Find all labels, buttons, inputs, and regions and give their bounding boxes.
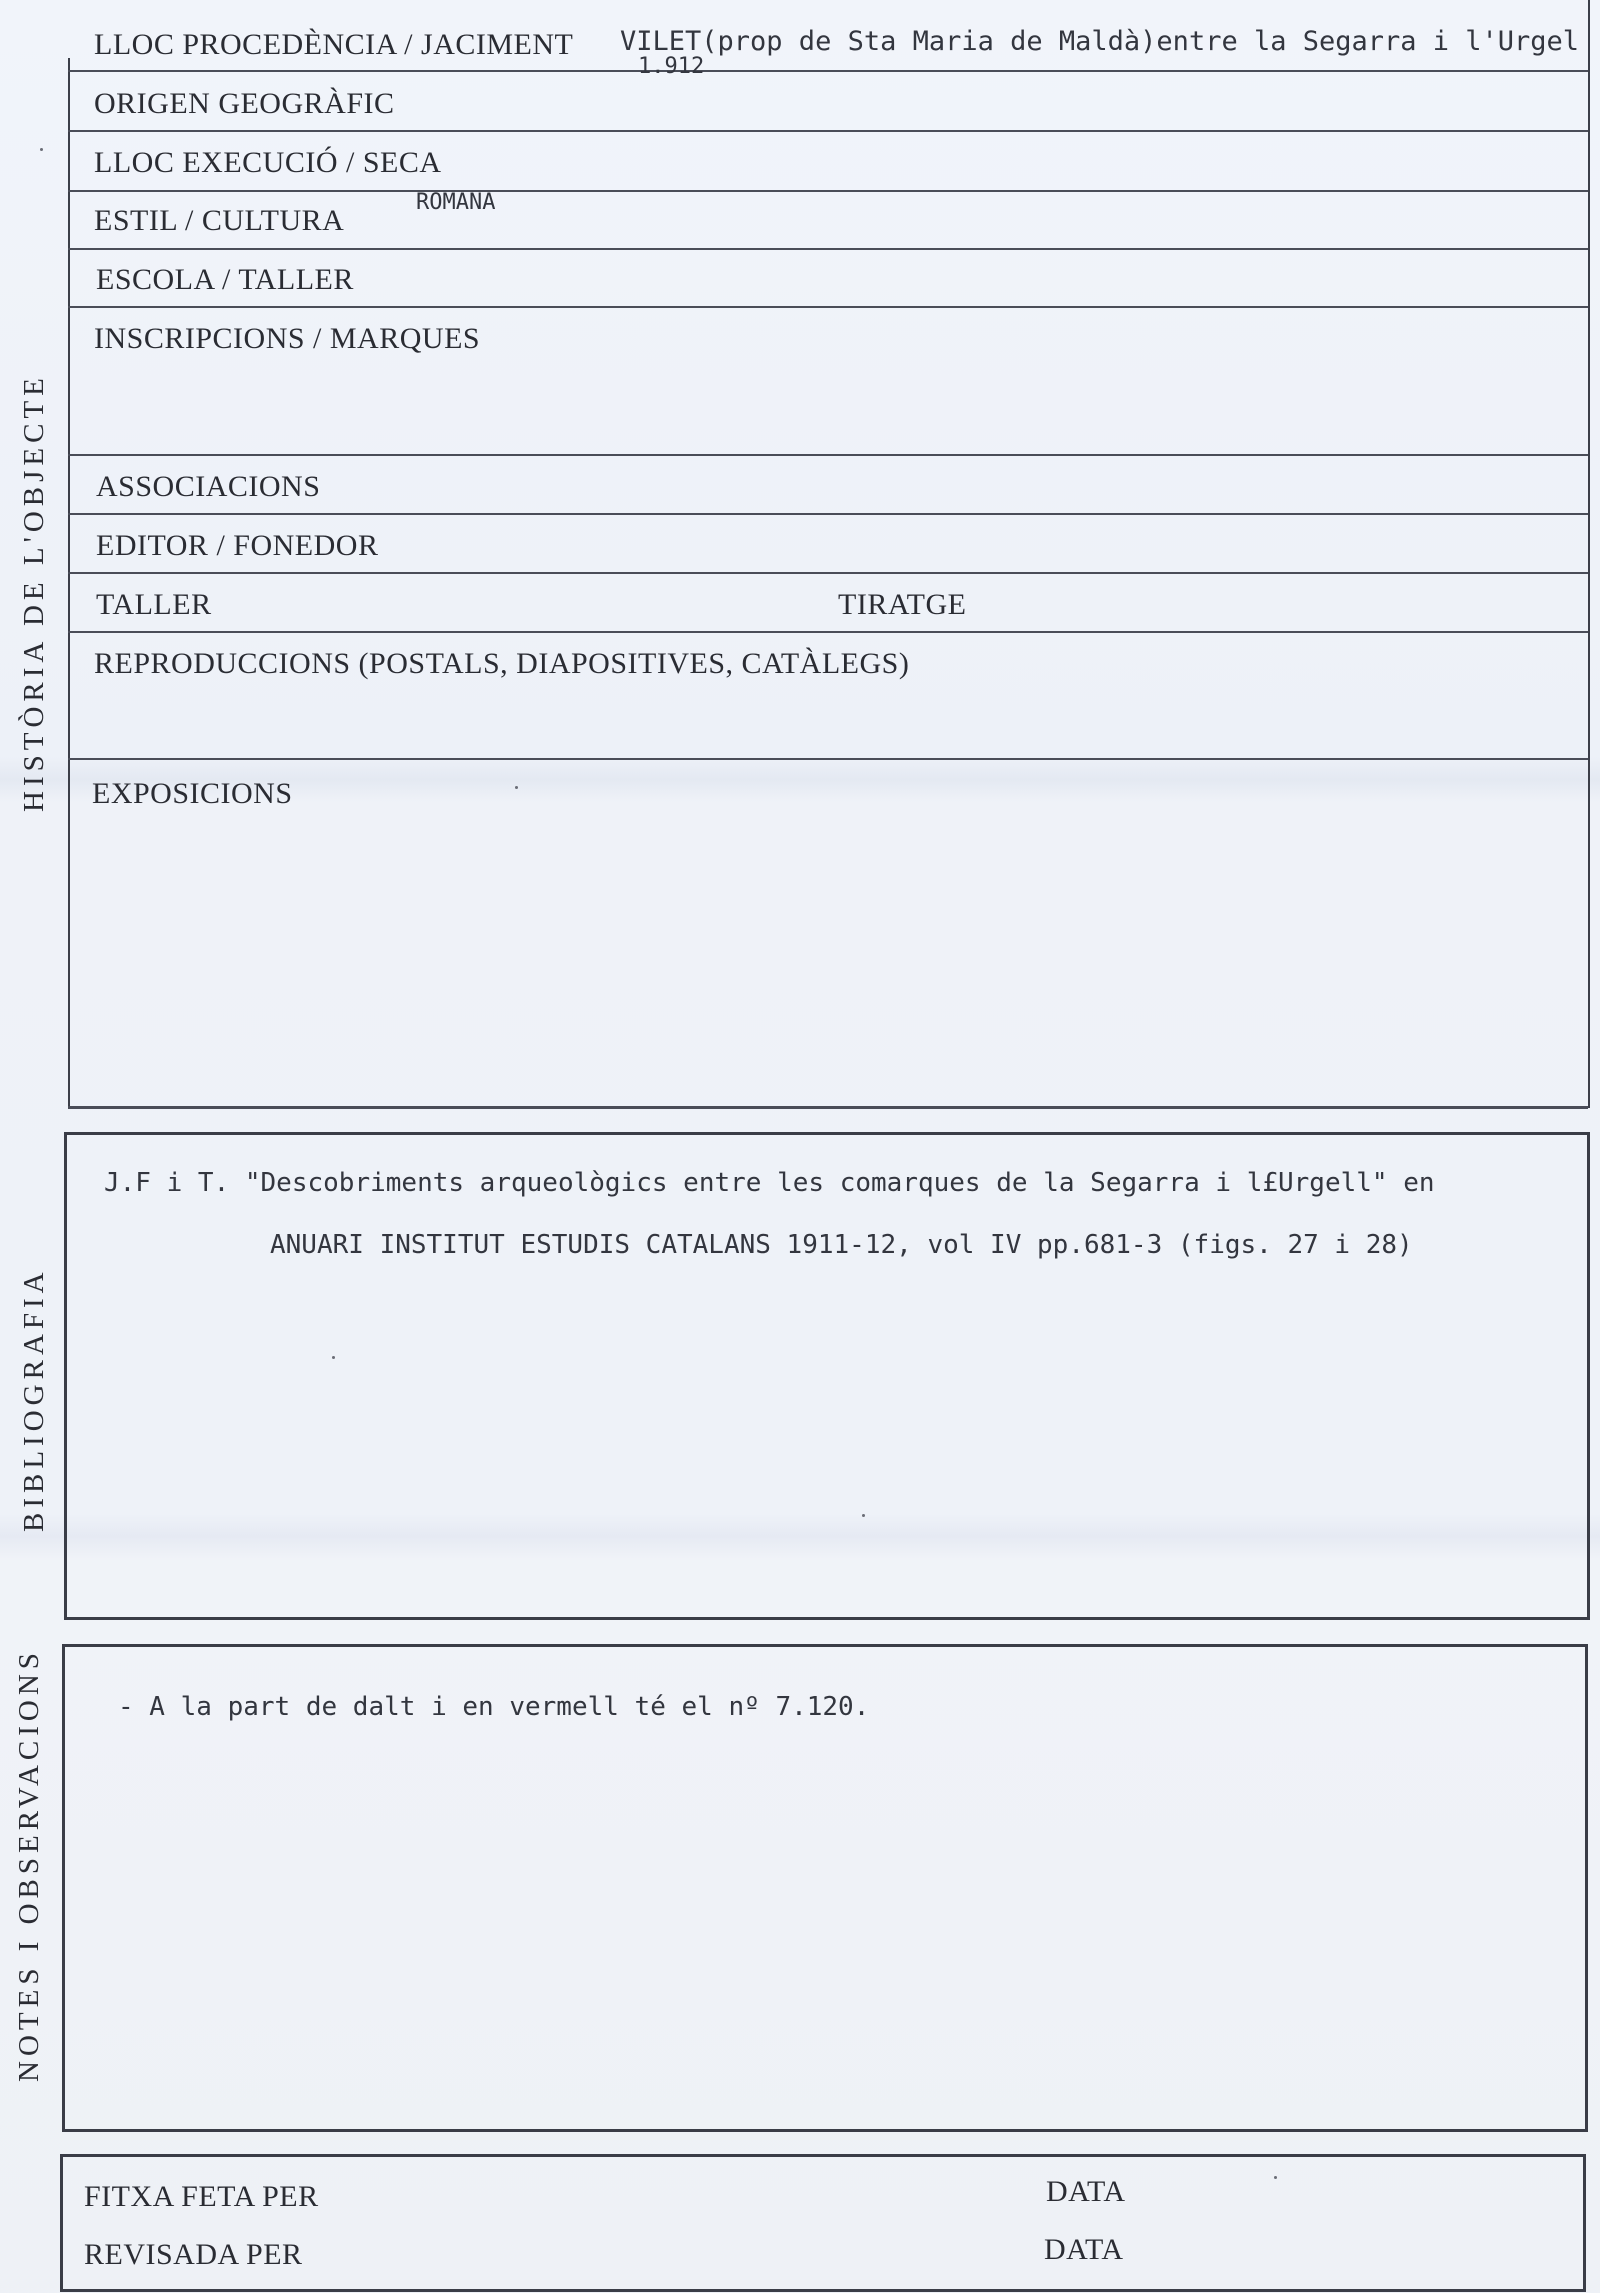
bibliografia-box — [64, 1132, 1590, 1620]
row-divider — [68, 70, 1588, 72]
row-divider — [68, 758, 1588, 760]
field-subvalue-year: 1.912 — [638, 54, 705, 79]
field-label-inscripcions: INSCRIPCIONS / MARQUES — [94, 322, 481, 355]
history-right-border — [1588, 0, 1590, 1108]
field-label-taller: TALLER — [96, 588, 212, 621]
field-label-tiratge: TIRATGE — [838, 588, 967, 621]
field-label-lloc-procedencia: LLOC PROCEDÈNCIA / JACIMENT — [94, 28, 574, 61]
field-label-origen: ORIGEN GEOGRÀFIC — [94, 87, 395, 120]
field-value-estil: ROMANA — [416, 190, 496, 215]
row-divider — [68, 306, 1588, 308]
footer-label-data-2: DATA — [1044, 2233, 1124, 2266]
scan-speck — [40, 148, 43, 151]
history-left-border — [68, 58, 70, 1108]
field-label-escola: ESCOLA / TALLER — [96, 263, 354, 296]
row-divider — [68, 631, 1588, 633]
field-label-exposicions: EXPOSICIONS — [92, 777, 293, 810]
history-bottom-border — [68, 1106, 1588, 1109]
section-title-bibliografia: BIBLIOGRAFIA — [18, 1267, 50, 1532]
row-divider — [68, 130, 1588, 132]
bibliografia-line-2: ANUARI INSTITUT ESTUDIS CATALANS 1911-12, vol IV pp.681-3 (figs. 27 i 28) — [270, 1230, 1413, 1260]
row-divider — [68, 190, 1588, 192]
bibliografia-line-1: J.F i T. "Descobriments arqueològics entre les comarques de la Segarra i l£Urgell" en — [104, 1168, 1435, 1198]
footer-label-revisada-per: REVISADA PER — [84, 2238, 303, 2271]
field-label-reproduccions: REPRODUCCIONS (POSTALS, DIAPOSITIVES, CATÀLEGS) — [94, 647, 910, 680]
row-divider — [68, 513, 1588, 515]
field-label-editor: EDITOR / FONEDOR — [96, 529, 379, 562]
scan-speck — [1274, 2176, 1277, 2179]
scan-speck — [862, 1514, 865, 1517]
field-label-lloc-execucio: LLOC EXECUCIÓ / SECA — [94, 146, 442, 179]
row-divider — [68, 572, 1588, 574]
section-title-historia: HISTÒRIA DE L'OBJECTE — [18, 373, 50, 812]
notes-line-1: - A la part de dalt i en vermell té el nº 7.120. — [118, 1692, 870, 1722]
footer-label-data-1: DATA — [1046, 2175, 1126, 2208]
field-value-lloc-procedencia: VILET(prop de Sta Maria de Maldà)entre la Segarra i l'Urgel — [620, 26, 1580, 57]
field-label-estil: ESTIL / CULTURA — [94, 204, 345, 237]
scan-speck — [332, 1356, 335, 1359]
row-divider — [68, 248, 1588, 250]
field-label-associacions: ASSOCIACIONS — [96, 470, 321, 503]
scan-speck — [515, 786, 518, 789]
section-title-notes: NOTES I OBSERVACIONS — [13, 1648, 45, 2082]
footer-label-fitxa-feta-per: FITXA FETA PER — [84, 2180, 319, 2213]
row-divider — [68, 454, 1588, 456]
